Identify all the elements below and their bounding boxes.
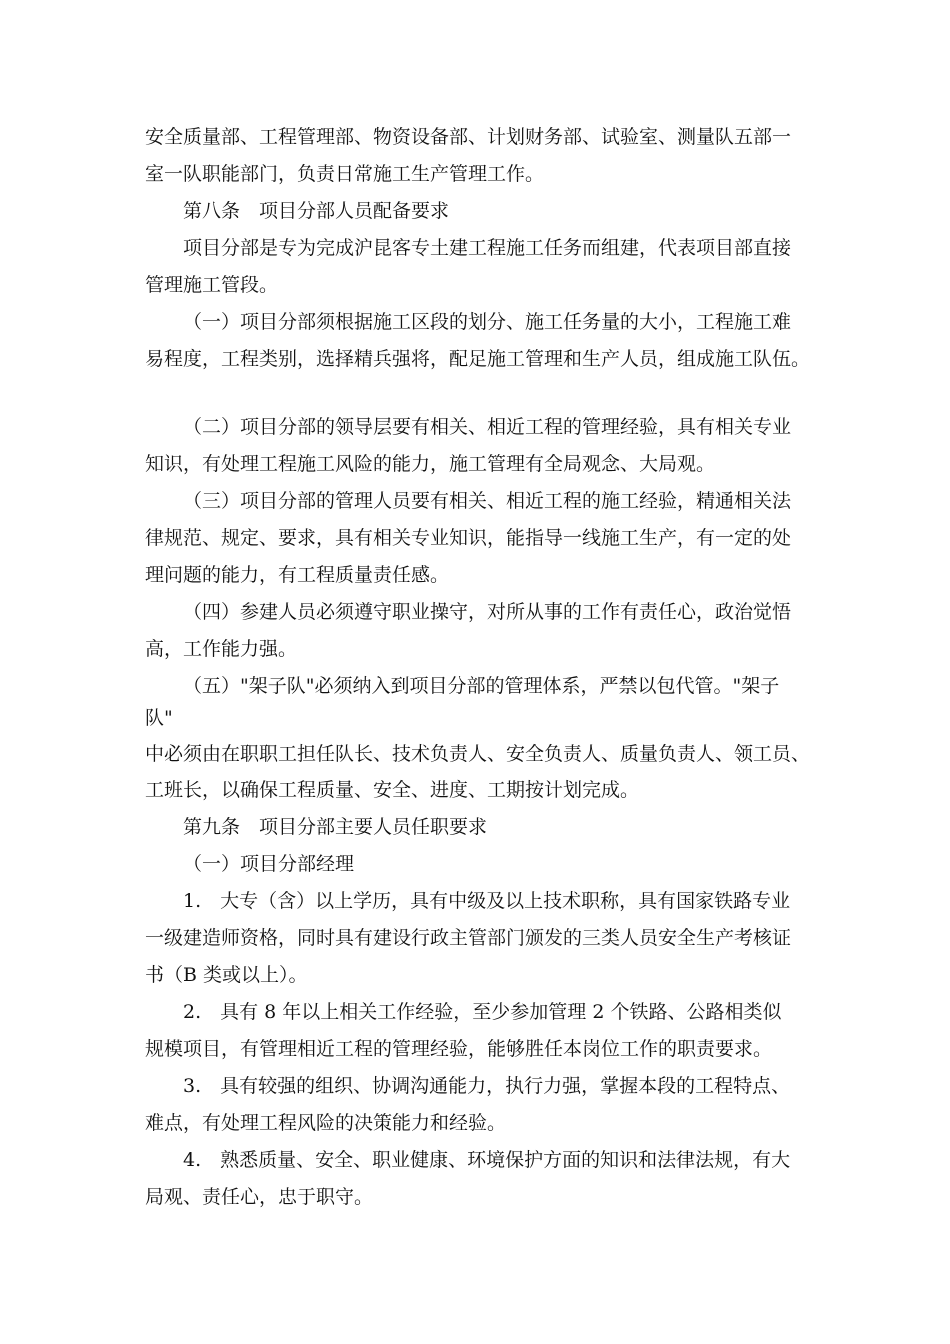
text-line: （一）项目分部须根据施工区段的划分、施工任务量的大小，工程施工难 <box>183 311 792 333</box>
text-line: 管理施工管段。 <box>145 274 279 296</box>
text-line: 难点，有处理工程风险的决策能力和经验。 <box>145 1112 507 1134</box>
text-line: 一级建造师资格，同时具有建设行政主管部门颁发的三类人员安全生产考核证 <box>145 927 792 949</box>
text-line: 规模项目，有管理相近工程的管理经验，能够胜任本岗位工作的职责要求。 <box>145 1038 773 1060</box>
text-line: （四）参建人员必须遵守职业操守，对所从事的工作有责任心，政治觉悟 <box>183 601 792 623</box>
text-line: （二）项目分部的领导层要有相关、相近工程的管理经验，具有相关专业 <box>183 416 792 438</box>
text-line: 2. 具有 8 年以上相关工作经验，至少参加管理 2 个铁路、公路相类似 <box>183 1001 782 1023</box>
text-line: 1. 大专（含）以上学历，具有中级及以上技术职称，具有国家铁路专业 <box>183 890 791 912</box>
text-line: 易程度，工程类别，选择精兵强将，配足施工管理和生产人员，组成施工队伍。 <box>145 348 811 370</box>
text-line: 工班长，以确保工程质量、安全、进度、工期按计划完成。 <box>145 779 640 801</box>
text-line: （三）项目分部的管理人员要有相关、相近工程的施工经验，精通相关法 <box>183 490 792 512</box>
text-line: 安全质量部、工程管理部、物资设备部、计划财务部、试验室、测量队五部一 <box>145 126 792 148</box>
text-line: 高，工作能力强。 <box>145 638 298 660</box>
text-line: 书（B 类或以上）。 <box>145 964 308 986</box>
section-heading: 第八条 项目分部人员配备要求 <box>183 200 450 222</box>
text-line: 局观、责任心，忠于职守。 <box>145 1186 374 1208</box>
text-line: 室一队职能部门，负责日常施工生产管理工作。 <box>145 163 545 185</box>
section-heading: 第九条 项目分部主要人员任职要求 <box>183 816 488 838</box>
text-line: （五）"架子队"必须纳入到项目分部的管理体系，严禁以包代管。"架子 <box>183 675 780 697</box>
text-line: 中必须由在职职工担任队长、技术负责人、安全负责人、质量负责人、领工员、 <box>145 743 811 765</box>
text-line: 项目分部是专为完成沪昆客专土建工程施工任务而组建，代表项目部直接 <box>183 237 792 259</box>
text-line: 知识，有处理工程施工风险的能力，施工管理有全局观念、大局观。 <box>145 453 716 475</box>
text-line: 4. 熟悉质量、安全、职业健康、环境保护方面的知识和法律法规，有大 <box>183 1149 791 1171</box>
text-line: （一）项目分部经理 <box>183 853 355 875</box>
text-line: 理问题的能力，有工程质量责任感。 <box>145 564 450 586</box>
text-line: 律规范、规定、要求，具有相关专业知识，能指导一线施工生产，有一定的处 <box>145 527 792 549</box>
text-line: 队" <box>145 707 173 729</box>
text-line: 3. 具有较强的组织、协调沟通能力，执行力强，掌握本段的工程特点、 <box>183 1075 791 1097</box>
